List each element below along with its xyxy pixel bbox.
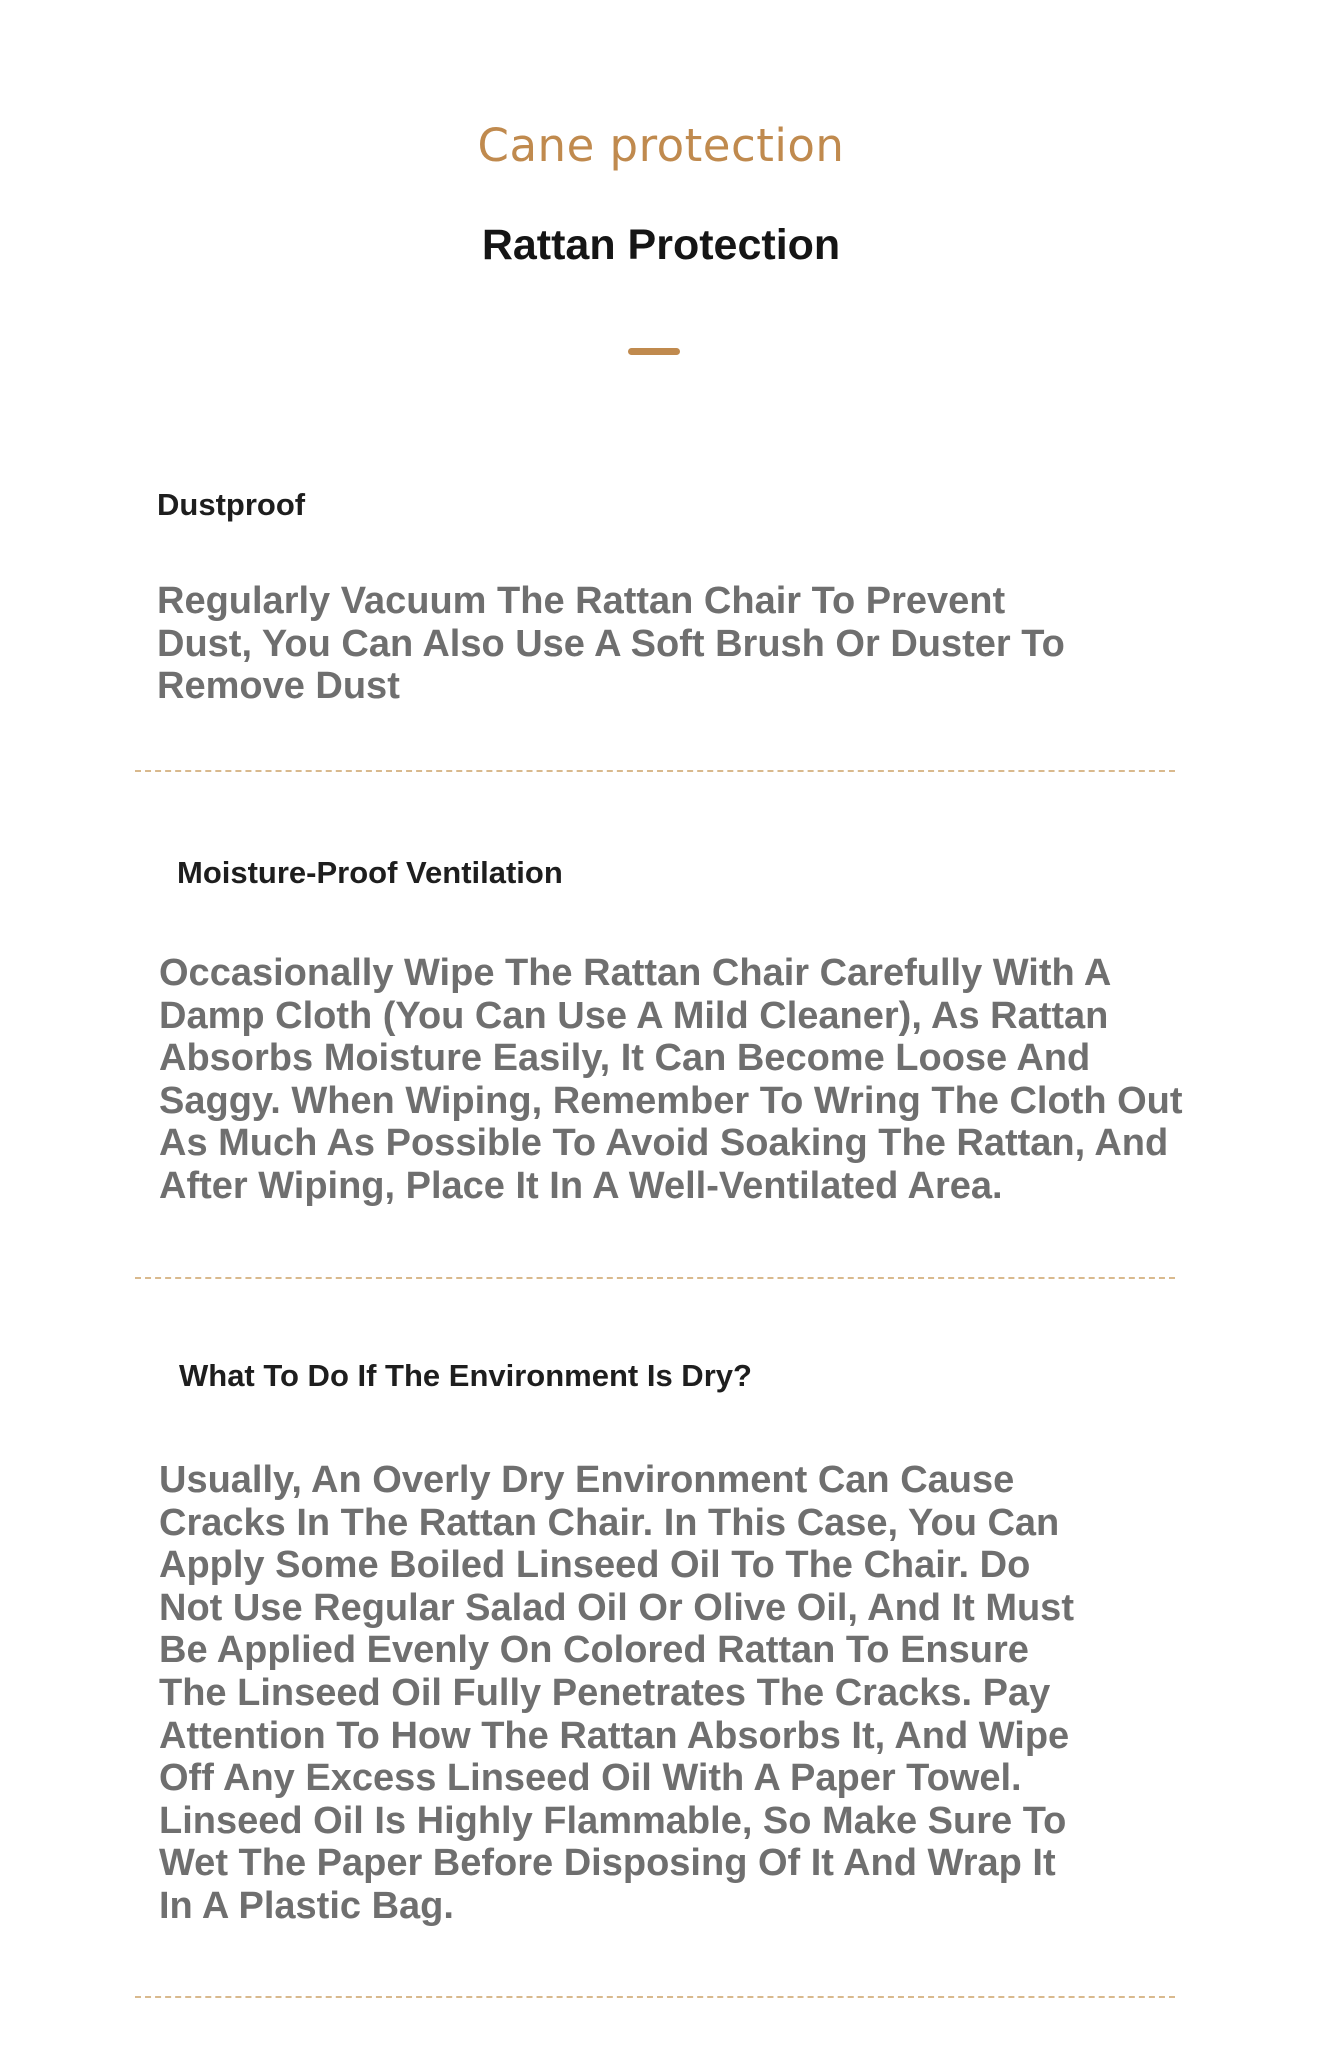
- section-heading-dry-environment: What To Do If The Environment Is Dry?: [179, 1358, 752, 1393]
- section-body-moisture-proof: [159, 952, 1183, 1208]
- body-line: Usually, An Overly Dry Environment Can Cause: [159, 1459, 1015, 1501]
- body-line: Linseed Oil Is Highly Flammable, So Make Sure To: [159, 1799, 1067, 1842]
- body-line: The Linseed Oil Fully Penetrates The Cracks. Pay: [159, 1671, 1051, 1714]
- body-line: Cracks In The Rattan Chair. In This Case, You Can: [159, 1501, 1060, 1544]
- section-heading-moisture-proof: Moisture-Proof Ventilation: [177, 855, 563, 890]
- body-line: Off Any Excess Linseed Oil With A Paper Towel.: [159, 1757, 1022, 1800]
- body-line: Attention To How The Rattan Absorbs It, And Wipe: [159, 1714, 1070, 1757]
- body-line: Remove Dust: [157, 665, 400, 708]
- title-accent-bar: [628, 348, 680, 355]
- body-line: Not Use Regular Salad Oil Or Olive Oil, And It Must: [159, 1586, 1074, 1629]
- section-body-dry-environment: [159, 1459, 1074, 1928]
- body-line: Be Applied Evenly On Colored Rattan To Ensure: [159, 1629, 1029, 1672]
- body-line: After Wiping, Place It In A Well-Ventilated Area.: [159, 1164, 1003, 1207]
- section-divider: [135, 1996, 1175, 1998]
- section-divider: [135, 1277, 1175, 1279]
- section-subtitle: Cane protection: [477, 119, 845, 172]
- body-line: Wet The Paper Before Disposing Of It And Wrap It: [159, 1842, 1056, 1885]
- body-line: Occasionally Wipe The Rattan Chair Carefully With A: [159, 952, 1112, 994]
- body-line: Apply Some Boiled Linseed Oil To The Chair. Do: [159, 1544, 1031, 1587]
- body-line: In A Plastic Bag.: [159, 1884, 454, 1927]
- body-line: Dust, You Can Also Use A Soft Brush Or Duster To: [157, 622, 1065, 665]
- body-line: As Much As Possible To Avoid Soaking The Rattan, And: [159, 1122, 1169, 1165]
- page-title: Rattan Protection: [481, 221, 841, 269]
- body-line: Absorbs Moisture Easily, It Can Become Loose And: [159, 1037, 1091, 1080]
- body-line: Damp Cloth (You Can Use A Mild Cleaner), As Rattan: [159, 994, 1109, 1037]
- section-heading-dustproof: Dustproof: [157, 487, 306, 522]
- section-body-dustproof: [157, 580, 1065, 708]
- body-line: Regularly Vacuum The Rattan Chair To Prevent: [157, 580, 1006, 622]
- body-line: Saggy. When Wiping, Remember To Wring The Cloth Out: [159, 1079, 1183, 1122]
- section-divider: [135, 770, 1175, 772]
